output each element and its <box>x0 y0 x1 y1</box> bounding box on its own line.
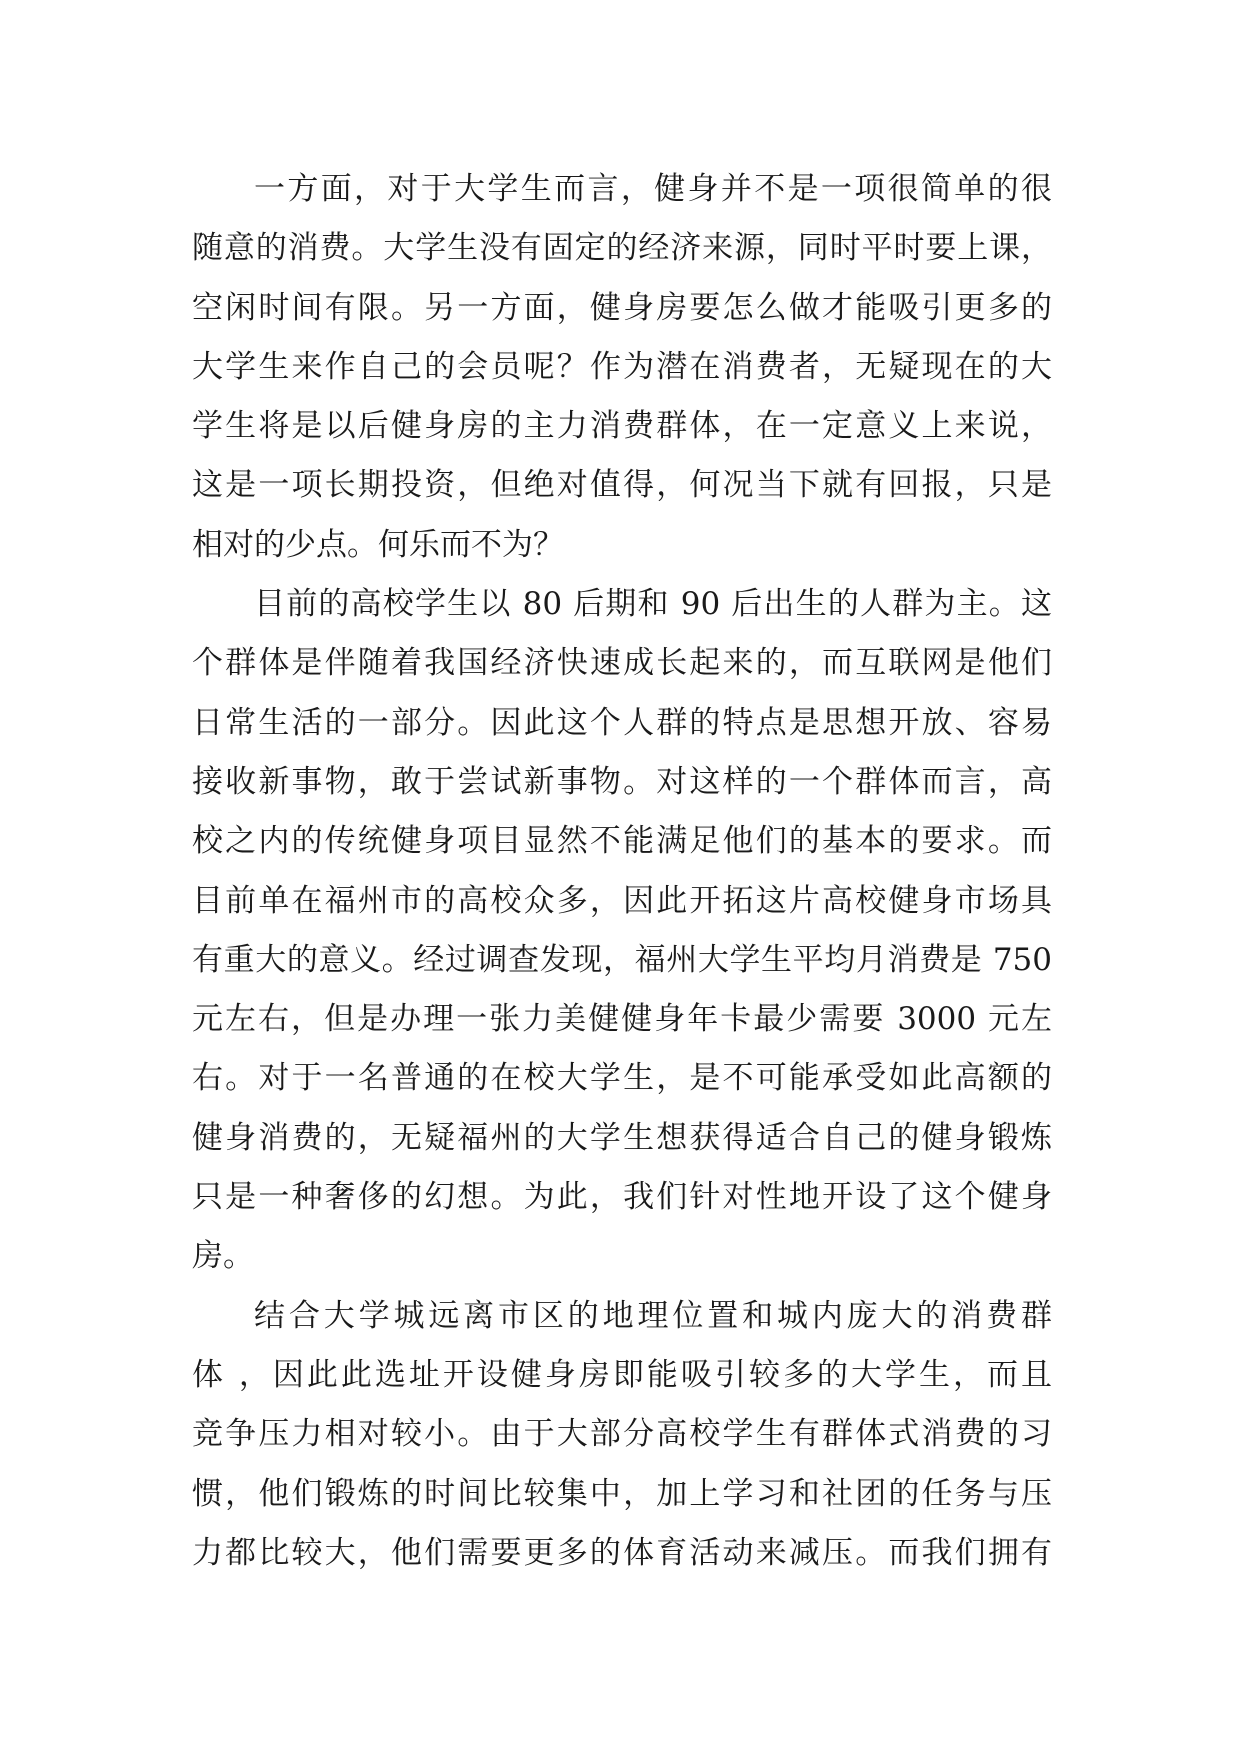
text-line: 相对的少点。何乐而不为？ <box>192 526 564 563</box>
text-line: 一方面，对于大学生而言，健身并不是一项很简单的很 <box>254 171 1052 207</box>
text-line: 目前的高校学生以 80 后期和 90 后出生的人群为主。这 <box>254 586 1052 623</box>
text-line: 惯，他们锻炼的时间比较集中，加上学习和社团的任务与压 <box>192 1475 1052 1512</box>
text-line: 体 ，因此此选址开设健身房即能吸引较多的大学生，而且 <box>192 1356 1052 1393</box>
text-line: 随意的消费。大学生没有固定的经济来源，同时平时要上课， <box>192 230 1052 267</box>
text-line: 大学生来作自己的会员呢？作为潜在消费者，无疑现在的大 <box>192 348 1052 385</box>
text-line: 房。 <box>192 1238 254 1275</box>
text-line: 只是一种奢侈的幻想。为此，我们针对性地开设了这个健身 <box>192 1179 1052 1216</box>
text-line: 个群体是伴随着我国经济快速成长起来的，而互联网是他们 <box>192 645 1052 682</box>
text-line: 空闲时间有限。另一方面，健身房要怎么做才能吸引更多的 <box>192 289 1052 326</box>
text-line: 右。对于一名普通的在校大学生，是不可能承受如此高额的 <box>192 1060 1052 1097</box>
paragraph-1 <box>192 160 1052 575</box>
paragraph-3 <box>192 1287 1052 1583</box>
document-body <box>192 160 1052 1583</box>
text-line: 目前单在福州市的高校众多，因此开拓这片高校健身市场具 <box>192 882 1052 919</box>
text-line: 元左右，但是办理一张力美健健身年卡最少需要 3000 元左 <box>192 1001 1052 1038</box>
text-line: 这是一项长期投资，但绝对值得，何况当下就有回报，只是 <box>192 467 1052 504</box>
text-line: 健身消费的，无疑福州的大学生想获得适合自己的健身锻炼 <box>192 1119 1052 1156</box>
text-line: 有重大的意义。经过调查发现，福州大学生平均月消费是 750 <box>192 941 1052 978</box>
text-line: 竞争压力相对较小。由于大部分高校学生有群体式消费的习 <box>192 1416 1052 1453</box>
text-line: 学生将是以后健身房的主力消费群体，在一定意义上来说， <box>192 408 1052 445</box>
text-line: 力都比较大，他们需要更多的体育活动来减压。而我们拥有 <box>192 1534 1052 1571</box>
text-line: 结合大学城远离市区的地理位置和城内庞大的消费群 <box>254 1297 1052 1334</box>
paragraph-2 <box>192 575 1052 1287</box>
text-line: 接收新事物，敢于尝试新事物。对这样的一个群体而言，高 <box>192 763 1052 800</box>
text-line: 日常生活的一部分。因此这个人群的特点是思想开放、容易 <box>192 704 1052 741</box>
text-line: 校之内的传统健身项目显然不能满足他们的基本的要求。而 <box>192 823 1052 860</box>
